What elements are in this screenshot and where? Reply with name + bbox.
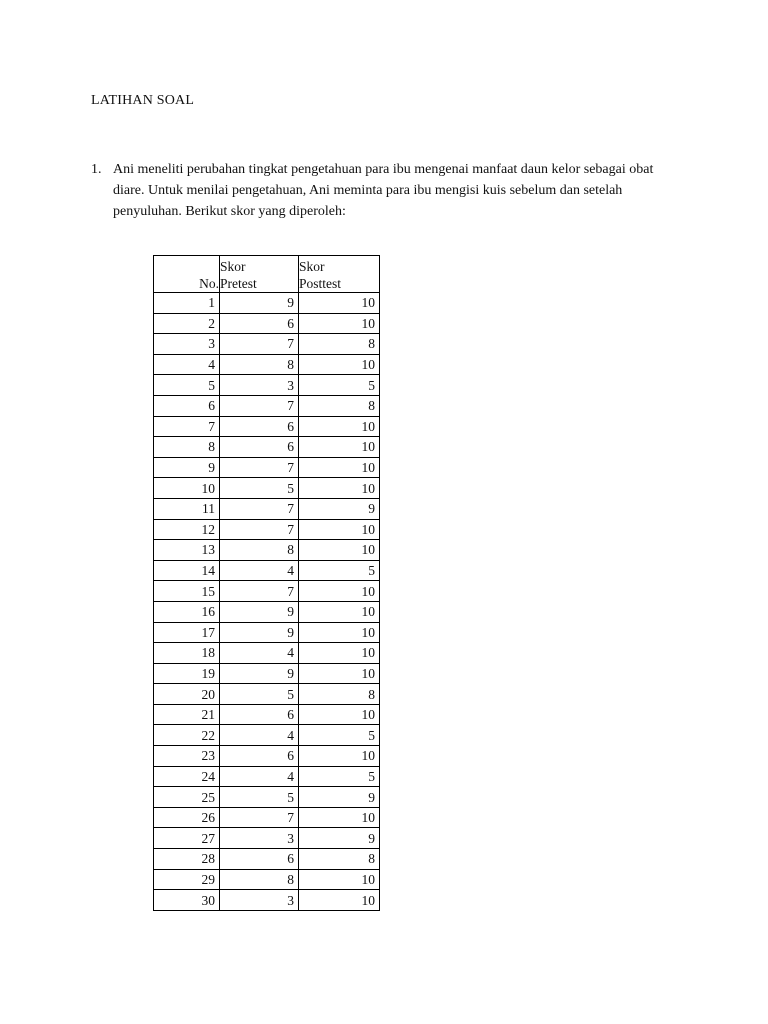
cell-pretest: 3 <box>220 828 299 849</box>
cell-pretest: 6 <box>220 416 299 437</box>
cell-no: 26 <box>154 807 220 828</box>
cell-no: 29 <box>154 869 220 890</box>
cell-pretest: 4 <box>220 766 299 787</box>
cell-posttest: 5 <box>299 375 380 396</box>
header-posttest-line-2: Posttest <box>299 276 342 291</box>
table-row <box>154 704 380 725</box>
cell-no: 19 <box>154 663 220 684</box>
cell-pretest: 3 <box>220 375 299 396</box>
cell-no: 27 <box>154 828 220 849</box>
cell-posttest: 10 <box>299 416 380 437</box>
cell-no: 16 <box>154 601 220 622</box>
table-row <box>154 395 380 416</box>
cell-pretest: 9 <box>220 601 299 622</box>
table-row <box>154 437 380 458</box>
header-posttest <box>299 256 380 293</box>
table-row <box>154 334 380 355</box>
cell-posttest: 10 <box>299 746 380 767</box>
page-title: LATIHAN SOAL <box>91 93 195 108</box>
cell-pretest: 7 <box>220 498 299 519</box>
header-pretest-line-1: Skor <box>220 259 246 274</box>
cell-no: 12 <box>154 519 220 540</box>
question-1 <box>91 159 681 222</box>
cell-pretest: 3 <box>220 890 299 911</box>
table-row <box>154 746 380 767</box>
cell-pretest: 7 <box>220 519 299 540</box>
table-row <box>154 313 380 334</box>
question-number: 1. <box>91 162 102 177</box>
table-row <box>154 581 380 602</box>
table-row <box>154 622 380 643</box>
table-row <box>154 663 380 684</box>
cell-posttest: 10 <box>299 354 380 375</box>
table-row <box>154 890 380 911</box>
cell-no: 21 <box>154 704 220 725</box>
cell-pretest: 5 <box>220 684 299 705</box>
cell-no: 2 <box>154 313 220 334</box>
cell-posttest: 10 <box>299 581 380 602</box>
cell-posttest: 9 <box>299 787 380 808</box>
table-row <box>154 828 380 849</box>
table-row <box>154 787 380 808</box>
table-header-row <box>154 256 380 293</box>
cell-pretest: 4 <box>220 643 299 664</box>
cell-pretest: 8 <box>220 869 299 890</box>
table-row <box>154 498 380 519</box>
cell-no: 4 <box>154 354 220 375</box>
cell-pretest: 6 <box>220 437 299 458</box>
cell-no: 28 <box>154 849 220 870</box>
table-row <box>154 807 380 828</box>
cell-no: 30 <box>154 890 220 911</box>
cell-posttest: 8 <box>299 395 380 416</box>
header-no: No. <box>154 256 220 293</box>
table-row <box>154 519 380 540</box>
cell-posttest: 5 <box>299 560 380 581</box>
table-row <box>154 643 380 664</box>
cell-posttest: 10 <box>299 519 380 540</box>
cell-posttest: 5 <box>299 766 380 787</box>
header-posttest-line-1: Skor <box>299 259 325 274</box>
cell-pretest: 8 <box>220 354 299 375</box>
cell-no: 10 <box>154 478 220 499</box>
cell-no: 17 <box>154 622 220 643</box>
cell-posttest: 8 <box>299 334 380 355</box>
cell-posttest: 8 <box>299 849 380 870</box>
table-row <box>154 849 380 870</box>
cell-posttest: 9 <box>299 828 380 849</box>
cell-posttest: 10 <box>299 869 380 890</box>
cell-pretest: 9 <box>220 293 299 314</box>
cell-posttest: 10 <box>299 890 380 911</box>
cell-posttest: 10 <box>299 478 380 499</box>
table-row <box>154 293 380 314</box>
cell-posttest: 8 <box>299 684 380 705</box>
cell-pretest: 9 <box>220 663 299 684</box>
cell-no: 14 <box>154 560 220 581</box>
table-row <box>154 601 380 622</box>
table-row <box>154 416 380 437</box>
cell-pretest: 7 <box>220 334 299 355</box>
table-row <box>154 766 380 787</box>
cell-pretest: 7 <box>220 807 299 828</box>
cell-no: 13 <box>154 540 220 561</box>
cell-pretest: 6 <box>220 746 299 767</box>
cell-posttest: 10 <box>299 540 380 561</box>
cell-pretest: 9 <box>220 622 299 643</box>
cell-no: 23 <box>154 746 220 767</box>
cell-posttest: 10 <box>299 643 380 664</box>
cell-posttest: 10 <box>299 293 380 314</box>
cell-pretest: 5 <box>220 787 299 808</box>
cell-pretest: 6 <box>220 704 299 725</box>
cell-posttest: 10 <box>299 807 380 828</box>
cell-pretest: 6 <box>220 313 299 334</box>
cell-no: 18 <box>154 643 220 664</box>
cell-pretest: 8 <box>220 540 299 561</box>
table-row <box>154 560 380 581</box>
table-row <box>154 684 380 705</box>
cell-no: 9 <box>154 457 220 478</box>
cell-pretest: 7 <box>220 395 299 416</box>
cell-posttest: 10 <box>299 663 380 684</box>
cell-no: 11 <box>154 498 220 519</box>
cell-pretest: 7 <box>220 457 299 478</box>
cell-no: 20 <box>154 684 220 705</box>
table-row <box>154 540 380 561</box>
cell-posttest: 10 <box>299 704 380 725</box>
cell-posttest: 9 <box>299 498 380 519</box>
header-pretest-line-2: Pretest <box>220 276 257 291</box>
cell-posttest: 10 <box>299 437 380 458</box>
score-table <box>153 255 380 911</box>
cell-posttest: 10 <box>299 622 380 643</box>
table-row <box>154 354 380 375</box>
cell-no: 7 <box>154 416 220 437</box>
cell-no: 15 <box>154 581 220 602</box>
cell-no: 24 <box>154 766 220 787</box>
cell-pretest: 6 <box>220 849 299 870</box>
table-row <box>154 725 380 746</box>
cell-no: 3 <box>154 334 220 355</box>
cell-no: 25 <box>154 787 220 808</box>
cell-pretest: 4 <box>220 560 299 581</box>
header-pretest <box>220 256 299 293</box>
table-row <box>154 478 380 499</box>
table-body <box>154 293 380 911</box>
cell-no: 8 <box>154 437 220 458</box>
cell-posttest: 10 <box>299 313 380 334</box>
question-text: Ani meneliti perubahan tingkat pengetahuan para ibu mengenai manfaat daun kelor sebagai obat diare. Untuk menilai pengetahuan, Ani meminta para ibu mengisi kuis sebelum dan setelah penyuluhan. Berikut skor yang diperoleh: <box>113 162 654 219</box>
cell-no: 1 <box>154 293 220 314</box>
cell-no: 5 <box>154 375 220 396</box>
table-row <box>154 457 380 478</box>
cell-no: 22 <box>154 725 220 746</box>
table-row <box>154 869 380 890</box>
table-row <box>154 375 380 396</box>
cell-posttest: 5 <box>299 725 380 746</box>
cell-posttest: 10 <box>299 601 380 622</box>
cell-pretest: 4 <box>220 725 299 746</box>
cell-no: 6 <box>154 395 220 416</box>
cell-pretest: 7 <box>220 581 299 602</box>
cell-posttest: 10 <box>299 457 380 478</box>
cell-pretest: 5 <box>220 478 299 499</box>
